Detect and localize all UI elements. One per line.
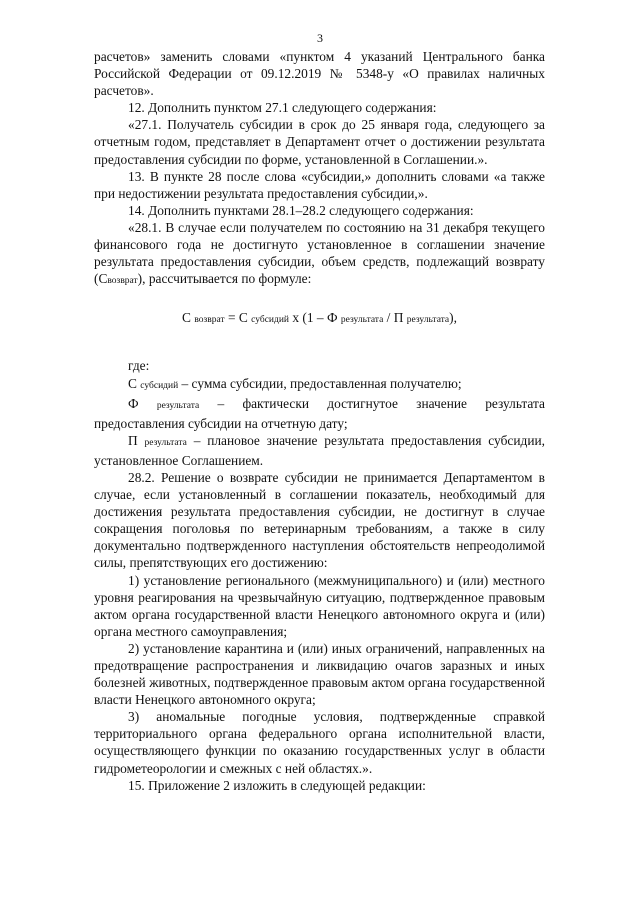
- page-number: 3: [317, 31, 323, 45]
- paragraph: расчетов» заменить словами «пунктом 4 указаний Центрального банка Российской Федерации от 09.12.2019 № 5348-у «О правилах наличных расчетов».: [94, 49, 545, 99]
- list-item: 1) установление регионального (межмуниципального) и (или) местного уровня реагирования на чрезвычайную ситуацию, подтвержденное правовым актом органа государственной власти Ненецкого автономного округа и (или) органа местного самоуправления;: [94, 572, 545, 639]
- list-item: 3) аномальные погодные условия, подтвержденные справкой территориального органа федерального органа исполнительной власти, осуществляющего функции по оказанию государственных услуг в области гидрометеорологии и смежных с ней областях.».: [94, 709, 545, 776]
- definition: П результата – плановое значение результата предоставления субсидии, установленное Соглашением.: [94, 432, 545, 468]
- definition: С субсидий – сумма субсидии, предоставленная получателю;: [128, 375, 462, 391]
- definition: Ф результата – фактически достигнутое значение результата предоставления субсидии на отчетную дату;: [94, 395, 545, 431]
- where-label: где:: [128, 358, 150, 374]
- list-item: 2) установление карантина и (или) иных ограничений, направленных на предотвращение распространения и ликвидацию очагов заразных и иных болезней животных, подтвержденное правовым актом органа государственной власти Ненецкого автономного округа;: [94, 640, 545, 708]
- paragraph-28-1: «28.1. В случае если получателем по состоянию на 31 декабря текущего финансового года не достигнуто установленное в соглашении значение результата предоставления субсидии, объем средств, подлежащий возврату (Свозврат), рассчитывается по формуле:: [94, 219, 545, 287]
- paragraph: 14. Дополнить пунктами 28.1–28.2 следующего содержания:: [128, 202, 474, 218]
- paragraph: 15. Приложение 2 изложить в следующей редакции:: [128, 777, 426, 793]
- formula: С возврат = С субсидий x (1 – Ф результата / П результата),: [182, 310, 457, 326]
- document-body: [94, 48, 545, 794]
- paragraph: 12. Дополнить пунктом 27.1 следующего содержания:: [128, 100, 437, 116]
- paragraph-28-2: 28.2. Решение о возврате субсидии не принимается Департаментом в случае, если установленный в соглашении показатель, необходимый для достижения результата предоставления субсидии, не достигнут в случае сокращения поголовья по ветеринарным требованиям, а также в силу документально подтвержденного наступления обстоятельств непреодолимой силы, препятствующих его достижению:: [94, 469, 545, 571]
- paragraph: «27.1. Получатель субсидии в срок до 25 января года, следующего за отчетным годом, представляет в Департамент отчет о достижении результата предоставления субсидии по форме, установленной в Соглашении.».: [94, 117, 545, 167]
- paragraph: 13. В пункте 28 после слова «субсидии,» дополнить словами «а также при недостижении результата предоставления субсидии,».: [94, 168, 545, 201]
